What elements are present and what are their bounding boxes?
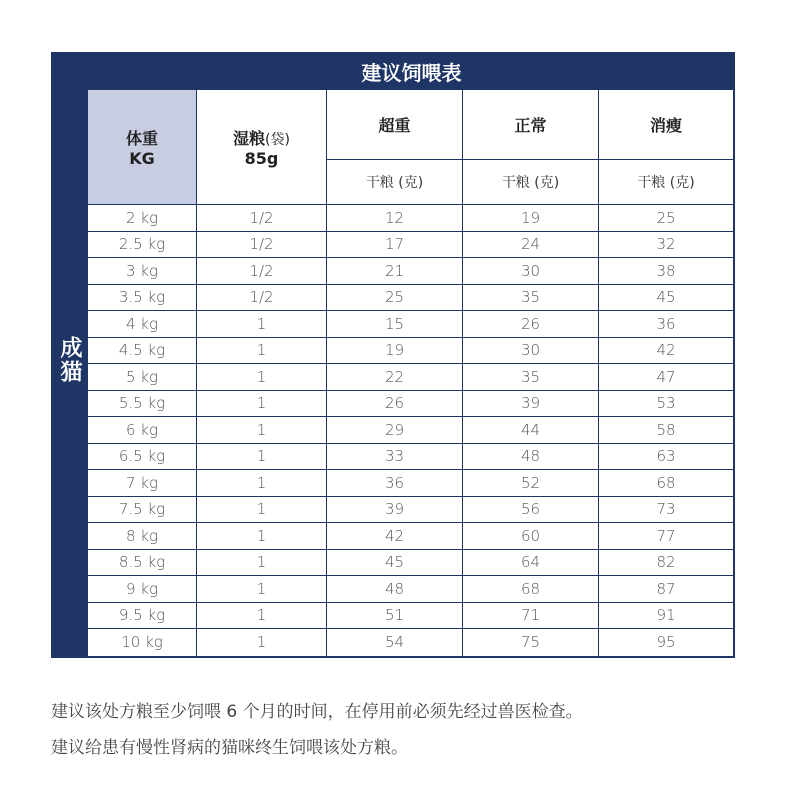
note-line-2: 建议给患有慢性肾病的猫咪终生饲喂该处方粮。 — [51, 738, 408, 758]
cell-overweight: 33 — [327, 444, 463, 471]
header-wet-food-line1 — [233, 126, 290, 149]
cell-weight: 3 kg — [88, 258, 197, 285]
cell-normal: 71 — [463, 603, 599, 630]
header-overweight: 超重 — [327, 90, 463, 160]
cell-thin: 68 — [599, 470, 733, 497]
cell-thin: 91 — [599, 603, 733, 630]
header-wet-food-label: 湿粮 — [233, 129, 266, 148]
cell-wet-food: 1/2 — [197, 258, 327, 285]
cell-normal: 35 — [463, 285, 599, 312]
cell-thin: 73 — [599, 497, 733, 524]
cell-normal: 30 — [463, 258, 599, 285]
cell-thin: 36 — [599, 311, 733, 338]
cell-normal: 24 — [463, 232, 599, 259]
cell-normal: 44 — [463, 417, 599, 444]
cell-weight: 5.5 kg — [88, 391, 197, 418]
cell-thin: 63 — [599, 444, 733, 471]
cell-thin: 32 — [599, 232, 733, 259]
cell-wet-food: 1 — [197, 444, 327, 471]
note-line-1: 建议该处方粮至少饲喂 6 个月的时间，在停用前必须先经过兽医检查。 — [51, 702, 583, 722]
cell-weight: 7.5 kg — [88, 497, 197, 524]
cell-wet-food: 1 — [197, 603, 327, 630]
side-label: 成猫 — [57, 336, 82, 384]
header-normal: 正常 — [463, 90, 599, 160]
cell-weight: 9.5 kg — [88, 603, 197, 630]
cell-thin: 53 — [599, 391, 733, 418]
cell-normal: 68 — [463, 576, 599, 603]
cell-thin: 82 — [599, 550, 733, 577]
cell-normal: 75 — [463, 629, 599, 656]
cell-normal: 60 — [463, 523, 599, 550]
cell-normal: 56 — [463, 497, 599, 524]
header-thin: 消瘦 — [599, 90, 733, 160]
feeding-table — [88, 90, 733, 656]
cell-normal: 30 — [463, 338, 599, 365]
cell-wet-food: 1 — [197, 629, 327, 656]
cell-weight: 8 kg — [88, 523, 197, 550]
cell-thin: 45 — [599, 285, 733, 312]
cell-weight: 3.5 kg — [88, 285, 197, 312]
cell-wet-food: 1 — [197, 417, 327, 444]
cell-wet-food: 1/2 — [197, 285, 327, 312]
cell-overweight: 54 — [327, 629, 463, 656]
cell-thin: 47 — [599, 364, 733, 391]
cell-thin: 38 — [599, 258, 733, 285]
header-weight-label: 体重 — [125, 129, 158, 148]
cell-wet-food: 1 — [197, 497, 327, 524]
subheader-dry-overweight: 干粮 (克) — [327, 160, 463, 205]
cell-thin: 42 — [599, 338, 733, 365]
header-wet-food-weight: 85g — [244, 149, 279, 168]
cell-weight: 5 kg — [88, 364, 197, 391]
cell-thin: 87 — [599, 576, 733, 603]
cell-normal: 52 — [463, 470, 599, 497]
cell-weight: 2 kg — [88, 205, 197, 232]
subheader-dry-normal: 干粮 (克) — [463, 160, 599, 205]
cell-overweight: 45 — [327, 550, 463, 577]
cell-overweight: 26 — [327, 391, 463, 418]
cell-wet-food: 1 — [197, 311, 327, 338]
cell-overweight: 17 — [327, 232, 463, 259]
cell-weight: 10 kg — [88, 629, 197, 656]
cell-thin: 95 — [656, 633, 676, 652]
cell-thin: 58 — [599, 417, 733, 444]
cell-wet-food: 1 — [197, 550, 327, 577]
cell-weight: 6.5 kg — [88, 444, 197, 471]
cell-thin: 77 — [599, 523, 733, 550]
header-weight-unit: KG — [129, 149, 155, 168]
cell-overweight: 19 — [327, 338, 463, 365]
cell-wet-food: 1 — [197, 470, 327, 497]
cell-weight: 2.5 kg — [88, 232, 197, 259]
cell-normal: 26 — [463, 311, 599, 338]
feeding-table-frame — [51, 52, 735, 658]
cell-weight: 6 kg — [88, 417, 197, 444]
cell-weight: 4 kg — [88, 311, 197, 338]
cell-wet-food: 1 — [197, 364, 327, 391]
cell-normal: 64 — [463, 550, 599, 577]
cell-overweight: 36 — [327, 470, 463, 497]
cell-overweight: 25 — [327, 285, 463, 312]
cell-weight: 9 kg — [88, 576, 197, 603]
cell-normal: 48 — [463, 444, 599, 471]
cell-overweight: 21 — [327, 258, 463, 285]
cell-wet-food: 1 — [197, 391, 327, 418]
cell-overweight: 12 — [327, 205, 463, 232]
cell-wet-food: 1 — [197, 338, 327, 365]
cell-normal: 35 — [463, 364, 599, 391]
header-wet-food — [197, 90, 327, 205]
cell-wet-food: 1/2 — [197, 232, 327, 259]
cell-wet-food: 1/2 — [197, 205, 327, 232]
cell-overweight: 29 — [327, 417, 463, 444]
cell-overweight: 48 — [327, 576, 463, 603]
cell-normal: 19 — [463, 205, 599, 232]
cell-weight: 7 kg — [88, 470, 197, 497]
cell-overweight: 39 — [327, 497, 463, 524]
cell-wet-food: 1 — [197, 576, 327, 603]
header-wet-food-unit: (袋) — [265, 132, 290, 148]
cell-weight: 8.5 kg — [88, 550, 197, 577]
subheader-dry-thin: 干粮 (克) — [599, 160, 733, 205]
header-weight — [88, 90, 197, 205]
cell-overweight: 15 — [327, 311, 463, 338]
cell-overweight: 42 — [327, 523, 463, 550]
cell-overweight: 51 — [327, 603, 463, 630]
table-title: 建议饲喂表 — [361, 60, 462, 85]
cell-weight: 4.5 kg — [88, 338, 197, 365]
cell-thin: 25 — [599, 205, 733, 232]
cell-overweight: 22 — [327, 364, 463, 391]
cell-normal: 39 — [463, 391, 599, 418]
cell-wet-food: 1 — [197, 523, 327, 550]
